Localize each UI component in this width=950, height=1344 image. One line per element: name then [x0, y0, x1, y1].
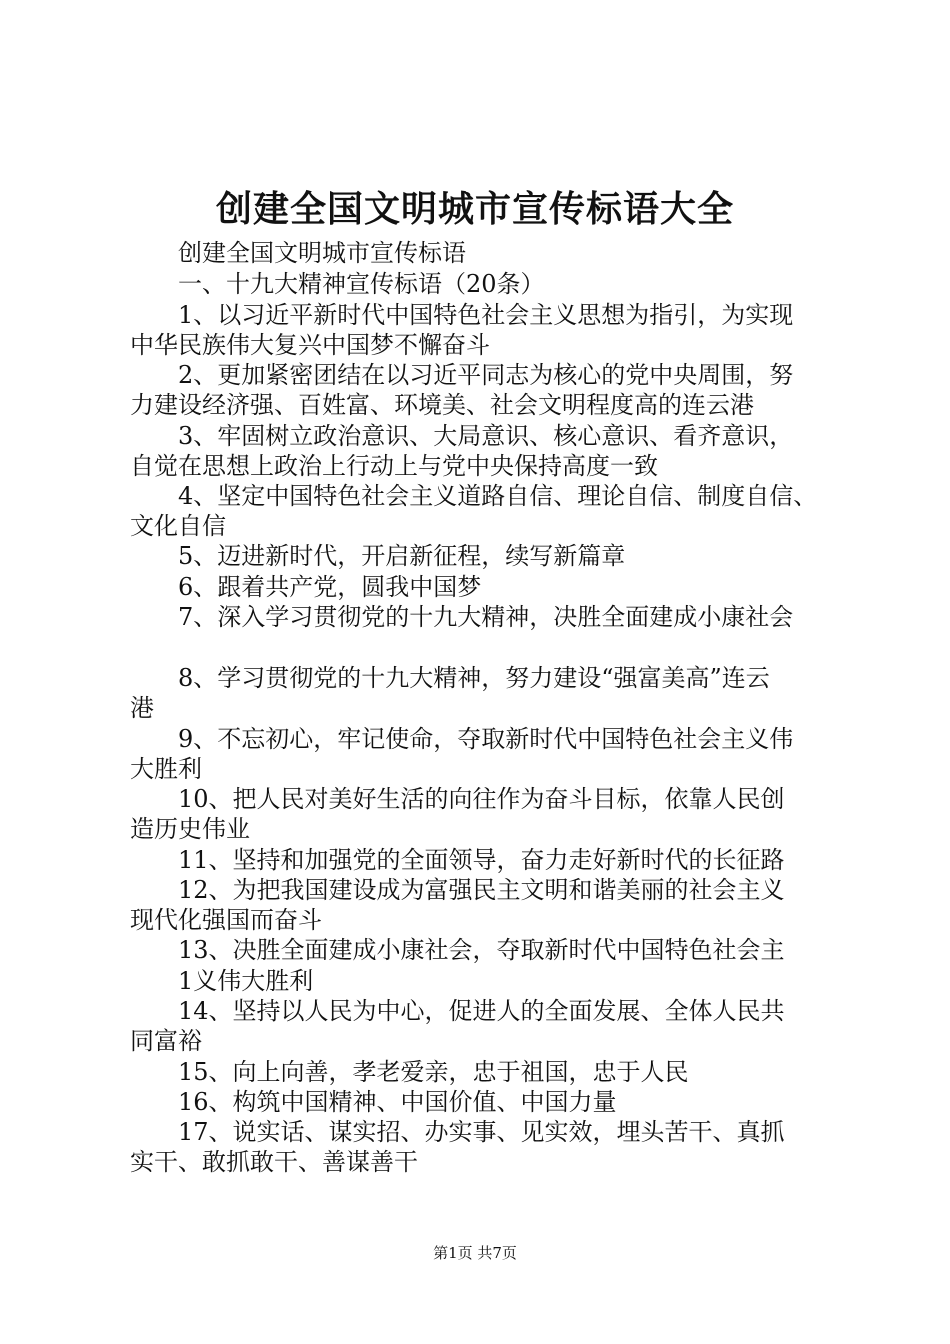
- document-subtitle: 创建全国文明城市宣传标语: [178, 239, 466, 267]
- slogan-line: 5、迈进新时代，开启新征程，续写新篇章: [178, 542, 626, 570]
- slogan-line: 15、向上向善，孝老爱亲，忠于祖国，忠于人民: [178, 1058, 689, 1086]
- page-footer: 第1页 共7页: [433, 1244, 517, 1262]
- slogan-line: 12、为把我国建设成为富强民主文明和谐美丽的社会主义: [178, 876, 785, 904]
- slogan-line-continued: 中华民族伟大复兴中国梦不懈奋斗: [130, 331, 490, 359]
- slogan-line: 2、更加紧密团结在以习近平同志为核心的党中央周围，努: [178, 361, 794, 389]
- slogan-line-continued: 造历史伟业: [130, 815, 250, 843]
- slogan-line: 4、坚定中国特色社会主义道路自信、理论自信、制度自信、: [178, 482, 818, 510]
- slogan-line-continued: 1义伟大胜利: [178, 967, 314, 995]
- slogan-line: 17、说实话、谋实招、办实事、见实效，埋头苦干、真抓: [178, 1118, 785, 1146]
- section-heading: 一、十九大精神宣传标语（20条）: [178, 270, 545, 298]
- slogan-line: 7、深入学习贯彻党的十九大精神，决胜全面建成小康社会: [178, 603, 794, 631]
- slogan-line: 14、坚持以人民为中心，促进人的全面发展、全体人民共: [178, 997, 785, 1025]
- slogan-line: 6、跟着共产党，圆我中国梦: [178, 573, 482, 601]
- slogan-line: 9、不忘初心，牢记使命，夺取新时代中国特色社会主义伟: [178, 725, 794, 753]
- slogan-line-continued: 文化自信: [130, 512, 226, 540]
- slogan-line-continued: 自觉在思想上政治上行动上与党中央保持高度一致: [130, 452, 658, 480]
- slogan-line: 11、坚持和加强党的全面领导，奋力走好新时代的长征路: [178, 846, 785, 874]
- page-title: 创建全国文明城市宣传标语大全: [215, 188, 734, 230]
- slogan-line: 8、学习贯彻党的十九大精神，努力建设“强富美高”连云: [178, 664, 770, 692]
- slogan-line-continued: 实干、敢抓敢干、善谋善干: [130, 1148, 418, 1176]
- slogan-line: 10、把人民对美好生活的向往作为奋斗目标，依靠人民创: [178, 785, 785, 813]
- slogan-line: 16、构筑中国精神、中国价值、中国力量: [178, 1088, 617, 1116]
- slogan-line: 3、牢固树立政治意识、大局意识、核心意识、看齐意识，: [178, 422, 794, 450]
- slogan-line-continued: 港: [130, 694, 154, 722]
- slogan-line-continued: 大胜利: [130, 755, 202, 783]
- slogan-line-continued: 现代化强国而奋斗: [130, 906, 322, 934]
- slogan-line-continued: 同富裕: [130, 1027, 202, 1055]
- slogan-line-continued: 力建设经济强、百姓富、环境美、社会文明程度高的连云港: [130, 391, 754, 419]
- slogan-line: 13、决胜全面建成小康社会，夺取新时代中国特色社会主: [178, 936, 785, 964]
- slogan-line: 1、以习近平新时代中国特色社会主义思想为指引，为实现: [178, 301, 794, 329]
